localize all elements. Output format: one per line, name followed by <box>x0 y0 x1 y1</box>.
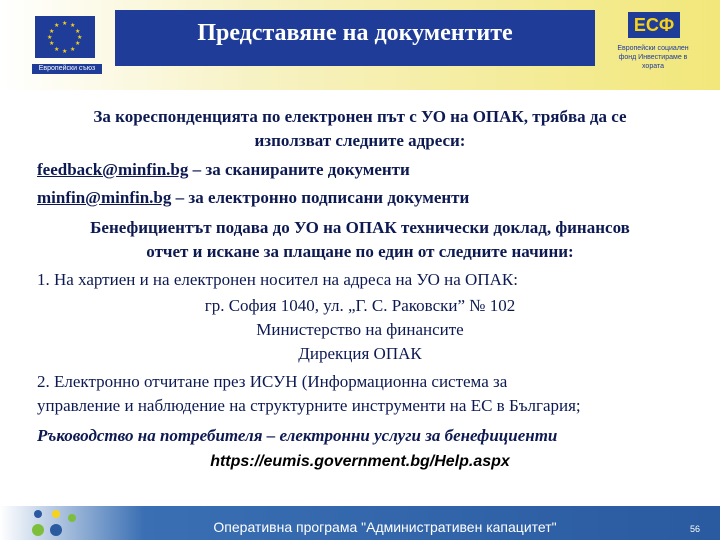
oppak-logo-icon <box>30 510 80 540</box>
address-line-1: гр. София 1040, ул. „Г. С. Раковски” № 102 <box>204 296 516 315</box>
list-item-1: 1. На хартиен и на електронен носител на адреса на УО на ОПАК: <box>37 270 518 289</box>
esf-caption: Европейски социален фонд Инвестираме в хората <box>617 45 689 70</box>
user-guide-title: Ръководство на потребителя – електронни услуги за бенефициенти <box>37 426 558 445</box>
page-number: 56 <box>690 524 701 534</box>
list-item-2b: управление и наблюдение на структурните инструменти на ЕС в България; <box>37 396 581 415</box>
slide-title: Представяне на документите <box>197 20 513 46</box>
email-line-2 <box>37 186 469 210</box>
body-line-2: използват следните адреси: <box>254 131 466 150</box>
esf-mark: ЕСФ <box>628 12 680 38</box>
minfin-email-link[interactable]: minfin@minfin.bg <box>37 188 172 207</box>
program-name: Оперативна програма "Административен капацитет" <box>213 519 557 535</box>
address-line-3: Дирекция ОПАК <box>298 344 422 363</box>
email-2-description: – за електронно подписани документи <box>171 188 470 207</box>
address-line-2: Министерство на финансите <box>256 320 464 339</box>
body-line-5: Бенефициентът подава до УО на ОПАК технически доклад, финансов <box>90 218 630 237</box>
email-line-1 <box>37 158 410 182</box>
list-item-2a: 2. Електронно отчитане през ИСУН (Информационна система за <box>37 372 508 391</box>
eu-flag-icon: ★ ★ ★ ★ ★ ★ ★ ★ ★ ★ ★ ★ <box>35 16 95 58</box>
eu-caption: Европейски съюз <box>32 64 102 74</box>
feedback-email-link[interactable]: feedback@minfin.bg <box>37 160 189 179</box>
body-line-1: За кореспонденцията по електронен път с УО на ОПАК, трябва да се <box>93 107 627 126</box>
header-bar <box>0 0 720 90</box>
body-line-6: отчет и искане за плащане по един от следните начини: <box>146 242 574 261</box>
email-1-description: – за сканираните документи <box>188 160 410 179</box>
esf-logo <box>608 12 698 82</box>
help-url-link[interactable]: https://eumis.government.bg/Help.aspx <box>210 453 510 470</box>
footer-bar <box>0 506 720 540</box>
